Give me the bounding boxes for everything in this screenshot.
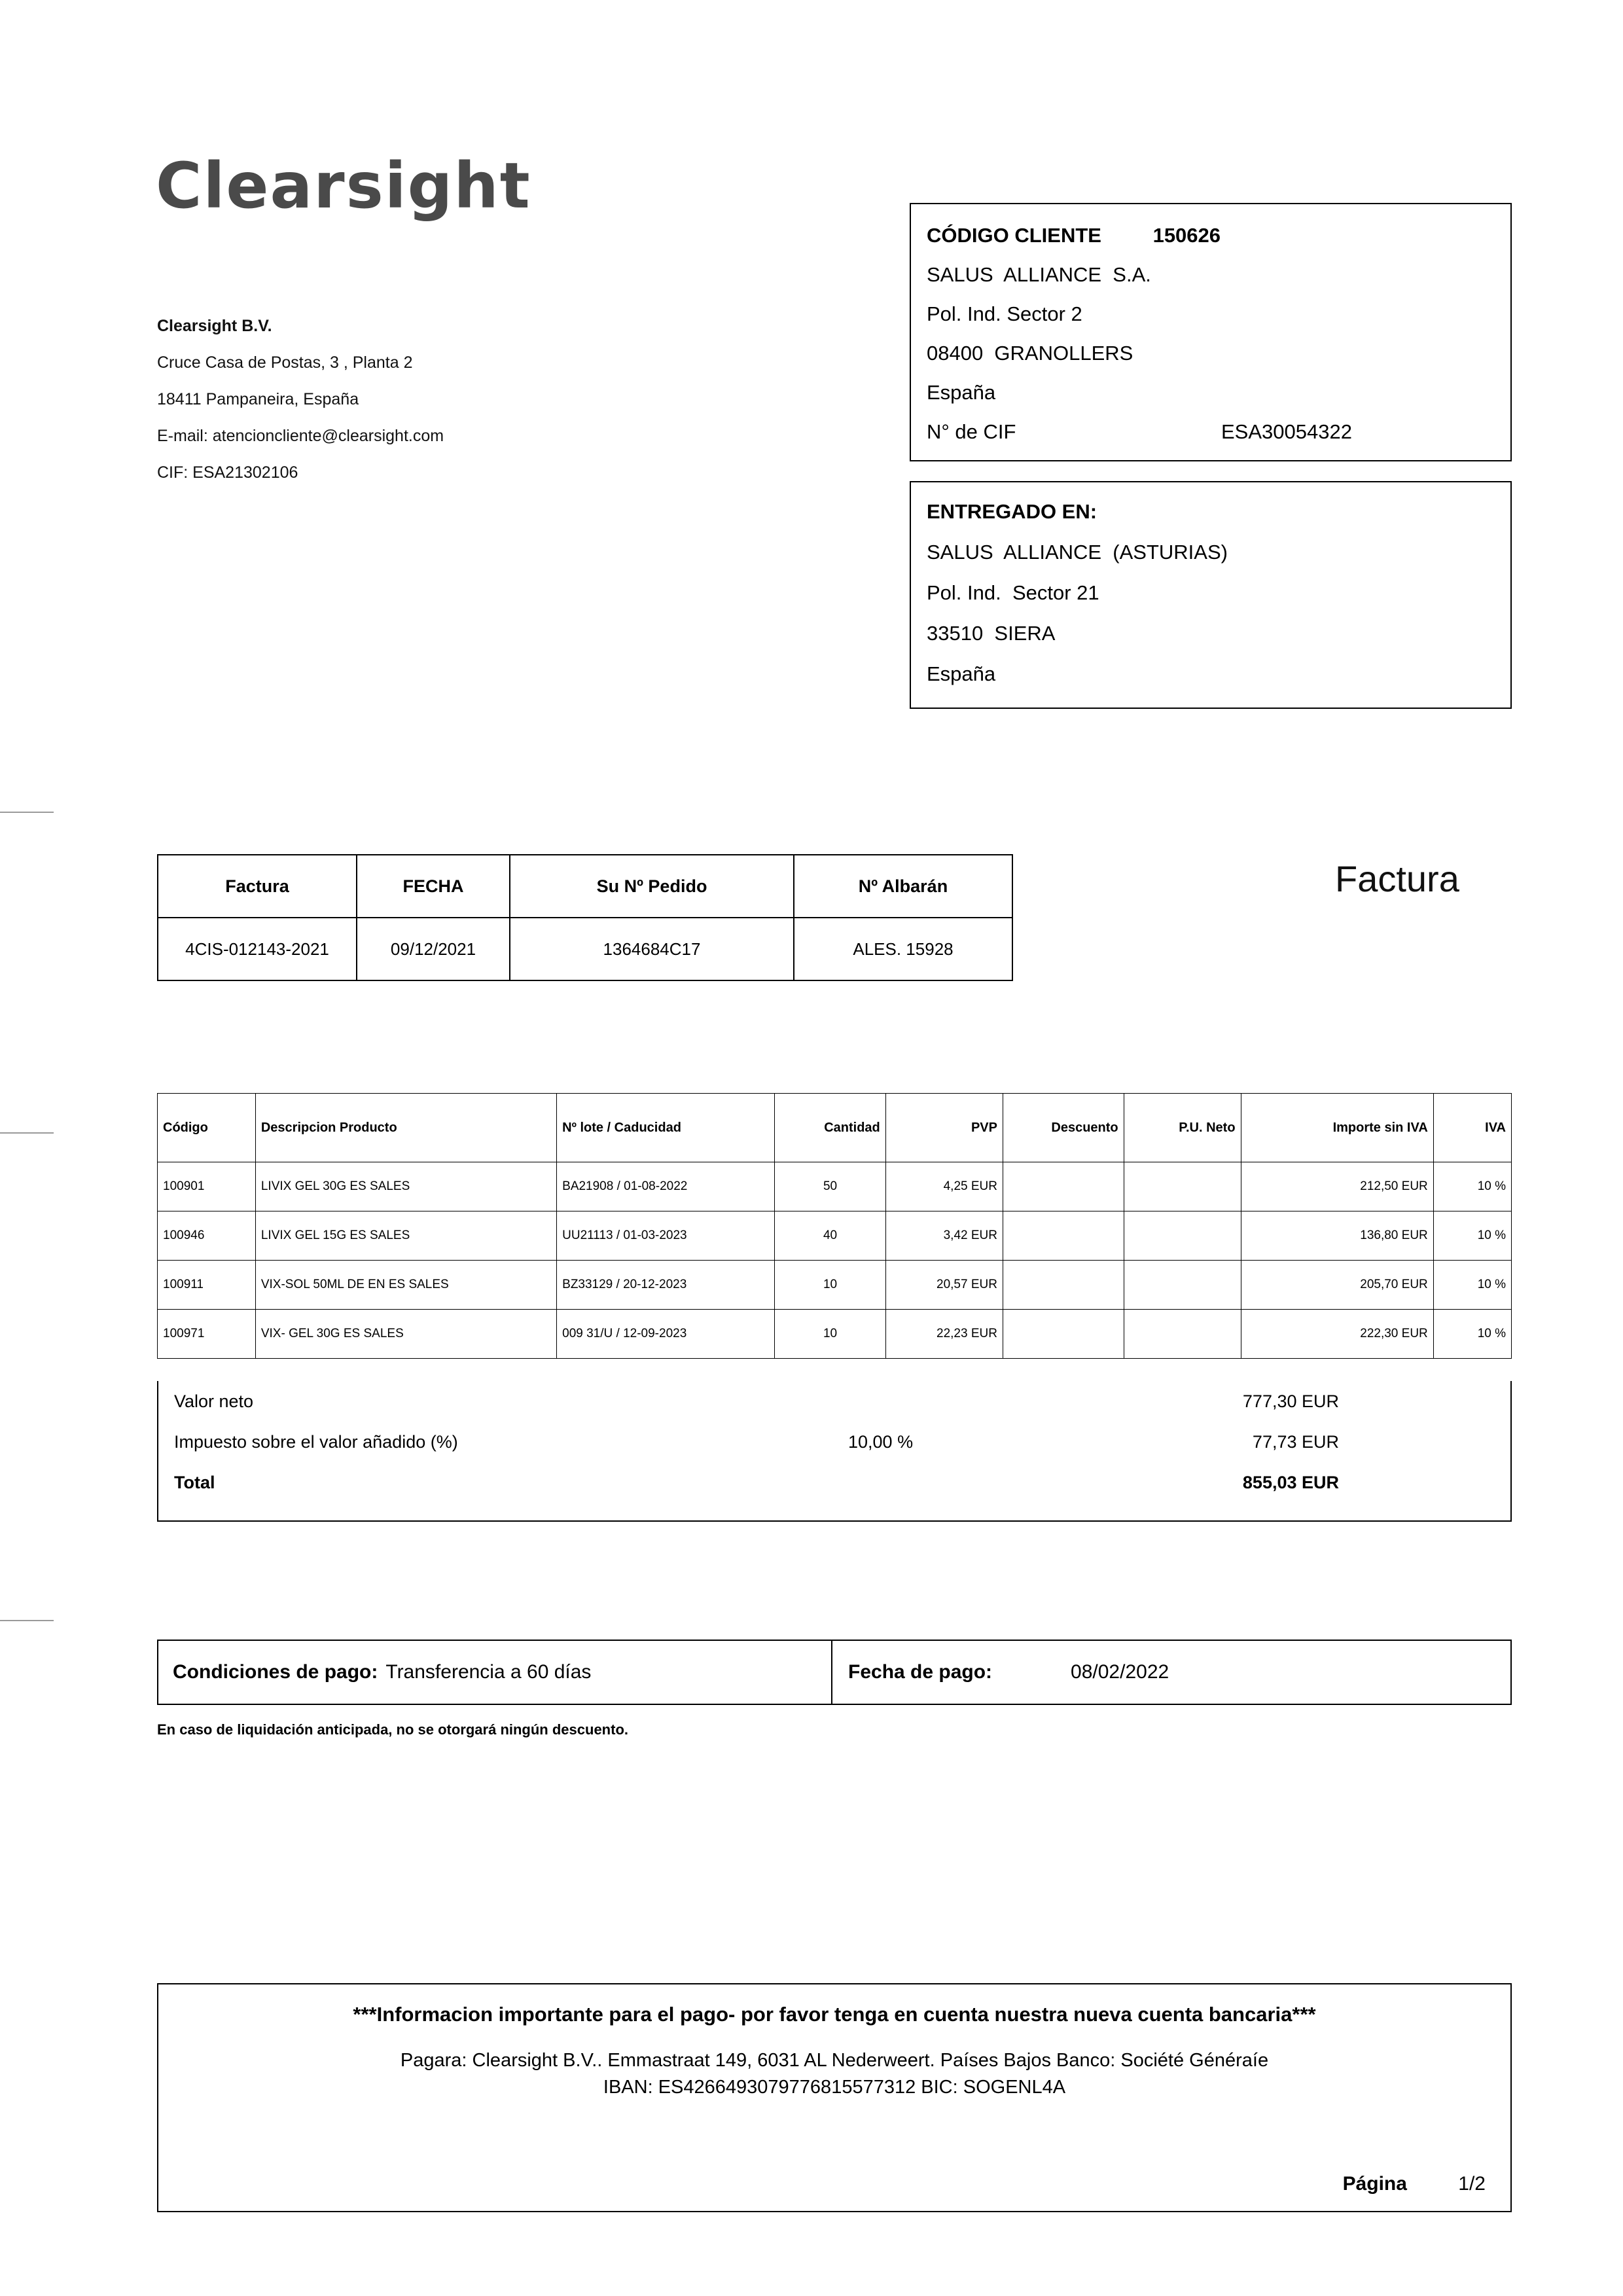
cell-importe: 212,50 EUR [1241,1162,1433,1211]
vat-rate: 10,00 % [848,1431,914,1452]
cell-codigo: 100901 [158,1162,256,1211]
sender-address-2: 18411 Pampaneira, España [157,390,359,408]
totals-row-net [158,1381,1510,1422]
page-label: Página [1342,2173,1407,2195]
cell-descuento [1003,1211,1124,1261]
header-pvp: PVP [885,1094,1003,1162]
cell-cantidad: 10 [775,1261,886,1310]
sender-cif: CIF: ESA21302106 [157,463,298,482]
client-cif-value: ESA30054322 [1221,420,1352,443]
invoice-header-table [157,854,1013,981]
header-lote: Nº lote / Caducidad [557,1094,775,1162]
bank-info-line-2: IBAN: ES4266493079776815577312 BIC: SOGENL4A [603,2077,1066,2098]
cell-descuento [1003,1310,1124,1359]
edge-tick [0,1620,54,1621]
net-label: Valor neto [174,1391,254,1411]
vat-value: 77,73 EUR [1252,1431,1339,1452]
cell-lote: UU21113 / 01-03-2023 [557,1211,775,1261]
cell-importe: 222,30 EUR [1241,1310,1433,1359]
table-header-row [158,855,1012,918]
header-cantidad: Cantidad [775,1094,886,1162]
delivery-title: ENTREGADO EN: [927,500,1097,523]
bank-info-line-1: Pagara: Clearsight B.V.. Emmastraat 149, 6031 AL Nederweert. Países Bajos Banco: Société Généraíe [400,2050,1269,2071]
value-fecha: 09/12/2021 [357,918,510,980]
cell-lote: BA21908 / 01-08-2022 [557,1162,775,1211]
cell-iva: 10 % [1433,1261,1511,1310]
cell-cantidad: 40 [775,1211,886,1261]
cell-pvp: 4,25 EUR [885,1162,1003,1211]
client-cif-row [927,412,1495,452]
payment-date-value: 08/02/2022 [1071,1661,1169,1683]
header-codigo: Código [158,1094,256,1162]
cell-pu-neto [1124,1211,1241,1261]
cell-pu-neto [1124,1261,1241,1310]
cell-importe: 136,80 EUR [1241,1211,1433,1261]
header-pu-neto: P.U. Neto [1124,1094,1241,1162]
edge-tick [0,1132,54,1134]
bank-info-box [157,1983,1512,2212]
cell-descripcion: VIX- GEL 30G ES SALES [255,1310,556,1359]
cell-iva: 10 % [1433,1310,1511,1359]
total-value: 855,03 EUR [1242,1472,1339,1492]
payment-date [832,1641,1510,1704]
cell-pu-neto [1124,1162,1241,1211]
payment-conditions-box [157,1640,1512,1705]
totals-row-vat [158,1422,1510,1462]
value-factura: 4CIS-012143-2021 [158,918,357,980]
bank-info-title: ***Informacion importante para el pago- por favor tenga en cuenta nuestra nueva cuenta bancaria*** [353,2003,1316,2026]
payment-date-label: Fecha de pago: [848,1661,993,1683]
header-descripcion: Descripcion Producto [255,1094,556,1162]
cell-lote: 009 31/U / 12-09-2023 [557,1310,775,1359]
page-number [1343,2173,1486,2195]
cell-pvp: 20,57 EUR [885,1261,1003,1310]
table-row [158,1261,1512,1310]
cell-descripcion: LIVIX GEL 15G ES SALES [255,1211,556,1261]
cell-pu-neto [1124,1310,1241,1359]
table-row [158,918,1012,980]
client-cif-label: N° de CIF [927,420,1016,443]
company-logo: Clearsight [156,149,531,223]
header-albaran: Nº Albarán [794,855,1012,918]
table-header-row [158,1094,1512,1162]
header-fecha: FECHA [357,855,510,918]
sender-address-1: Cruce Casa de Postas, 3 , Planta 2 [157,353,413,372]
payment-note: En caso de liquidación anticipada, no se otorgará ningún descuento. [157,1721,628,1738]
delivery-address-1: Pol. Ind. Sector 21 [927,581,1099,604]
payment-conditions-value: Transferencia a 60 días [385,1661,592,1683]
delivery-name: SALUS ALLIANCE (ASTURIAS) [927,541,1228,564]
client-address-1: Pol. Ind. Sector 2 [927,302,1082,325]
client-name: SALUS ALLIANCE S.A. [927,263,1151,286]
cell-codigo: 100911 [158,1261,256,1310]
total-label: Total [174,1472,215,1492]
delivery-address-2: 33510 SIERA [927,622,1056,645]
line-items-table [157,1093,1512,1359]
header-factura: Factura [158,855,357,918]
table-row [158,1211,1512,1261]
client-code-value: 150626 [1152,224,1221,247]
client-code-row [927,216,1495,255]
cell-descripcion: VIX-SOL 50ML DE EN ES SALES [255,1261,556,1310]
sender-email: E-mail: atencioncliente@clearsight.com [157,427,444,445]
value-pedido: 1364684C17 [510,918,794,980]
header-pedido: Su Nº Pedido [510,855,794,918]
delivery-box [910,481,1512,709]
cell-importe: 205,70 EUR [1241,1261,1433,1310]
cell-codigo: 100946 [158,1211,256,1261]
table-row [158,1310,1512,1359]
totals-block [157,1381,1512,1522]
client-box [910,203,1512,461]
delivery-country: España [927,662,996,685]
header-iva: IVA [1433,1094,1511,1162]
cell-iva: 10 % [1433,1162,1511,1211]
cell-cantidad: 10 [775,1310,886,1359]
document-title: Factura [1335,858,1459,899]
payment-conditions-label: Condiciones de pago: [173,1661,378,1683]
cell-descripcion: LIVIX GEL 30G ES SALES [255,1162,556,1211]
header-descuento: Descuento [1003,1094,1124,1162]
totals-row-total [158,1462,1510,1503]
page-value: 1/2 [1458,2173,1486,2195]
cell-descuento [1003,1261,1124,1310]
table-row [158,1162,1512,1211]
value-albaran: ALES. 15928 [794,918,1012,980]
cell-lote: BZ33129 / 20-12-2023 [557,1261,775,1310]
cell-descuento [1003,1162,1124,1211]
header-importe: Importe sin IVA [1241,1094,1433,1162]
cell-cantidad: 50 [775,1162,886,1211]
sender-block [157,308,615,491]
sender-name: Clearsight B.V. [157,317,272,335]
cell-iva: 10 % [1433,1211,1511,1261]
client-address-2: 08400 GRANOLLERS [927,342,1133,365]
payment-conditions [158,1641,832,1704]
vat-label: Impuesto sobre el valor añadido (%) [174,1431,458,1452]
net-value: 777,30 EUR [1242,1391,1339,1411]
cell-pvp: 22,23 EUR [885,1310,1003,1359]
client-country: España [927,381,996,404]
cell-codigo: 100971 [158,1310,256,1359]
client-code-label: CÓDIGO CLIENTE [927,224,1101,247]
cell-pvp: 3,42 EUR [885,1211,1003,1261]
edge-tick [0,812,54,813]
